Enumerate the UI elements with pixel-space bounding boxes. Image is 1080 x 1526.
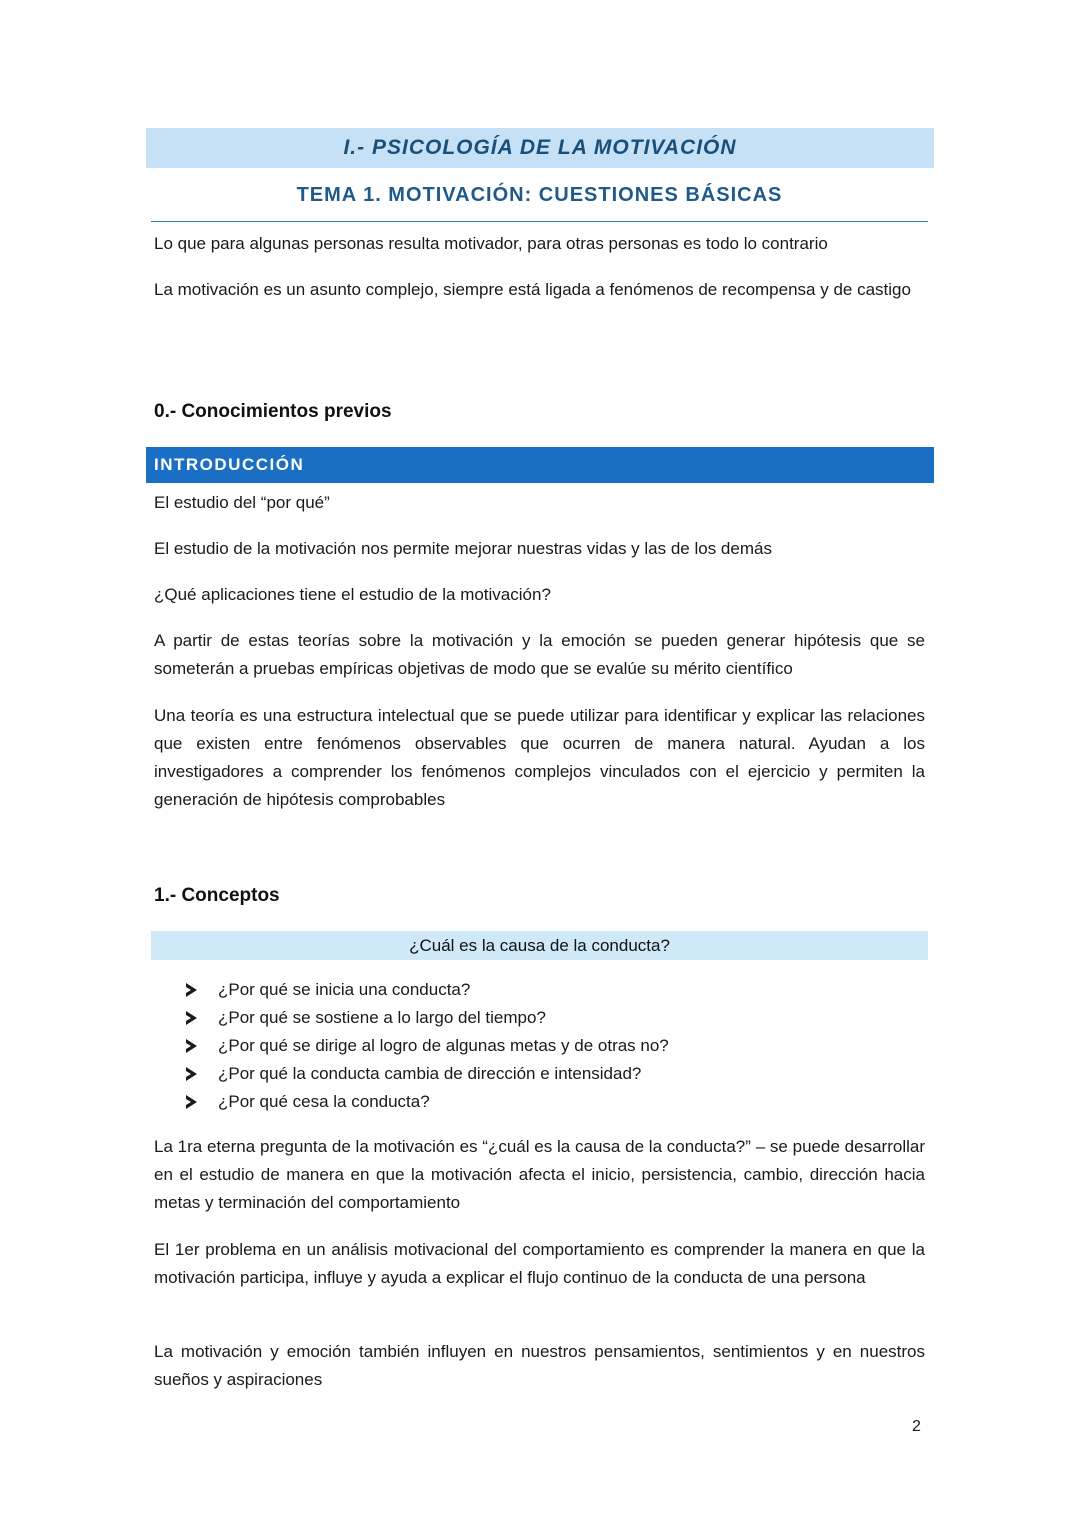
intro-paragraph: La motivación es un asunto complejo, siempre está ligada a fenómenos de recompensa y de castigo — [154, 280, 911, 299]
page-number: 2 — [912, 1418, 921, 1435]
arrow-bullet-icon — [186, 1039, 197, 1053]
section1-paragraph: La motivación y emoción también influyen en nuestros pensamientos, sentimientos y en nuestros sueños y aspiraciones — [154, 1342, 925, 1389]
section1-paragraph: El 1er problema en un análisis motivacional del comportamiento es comprender la manera en que la motivación participa, influye y ayuda a explicar el flujo continuo de la conducta de una persona — [154, 1240, 925, 1287]
arrow-bullet-icon — [186, 1011, 197, 1025]
question-banner-text: ¿Cuál es la causa de la conducta? — [409, 935, 670, 955]
arrow-bullet-icon — [186, 983, 197, 997]
part-title: I.- PSICOLOGÍA DE LA MOTIVACIÓN — [343, 136, 737, 159]
list-item: ¿Por qué se dirige al logro de algunas metas y de otras no? — [186, 1032, 669, 1060]
section1-paragraph: La 1ra eterna pregunta de la motivación es “¿cuál es la causa de la conducta?” – se puede desarrollar en el estudio de manera en que la motivación afecta el inicio, persistencia, cambio, dirección hacia metas y terminación del comportamiento — [154, 1137, 925, 1212]
arrow-bullet-icon — [186, 1067, 197, 1081]
tema-title-underline — [151, 221, 928, 222]
list-item: ¿Por qué la conducta cambia de dirección e intensidad? — [186, 1060, 669, 1088]
intro-paragraph: Lo que para algunas personas resulta motivador, para otras personas es todo lo contrario — [154, 234, 828, 253]
section-heading-conocimientos: 0.- Conocimientos previos — [154, 401, 392, 422]
list-item: ¿Por qué se inicia una conducta? — [186, 976, 669, 1004]
list-item: ¿Por qué cesa la conducta? — [186, 1088, 669, 1116]
section0-paragraph: El estudio de la motivación nos permite mejorar nuestras vidas y las de los demás — [154, 539, 772, 558]
list-item: ¿Por qué se sostiene a lo largo del tiempo? — [186, 1004, 669, 1032]
section0-paragraph: Una teoría es una estructura intelectual que se puede utilizar para identificar y explicar las relaciones que existen entre fenómenos observables que ocurren de manera natural. Ayudan a los investigadores a comprender los fenómenos complejos vinculados con el ejercicio y permiten la generación de hipótesis comprobables — [154, 706, 925, 809]
section0-paragraph: ¿Qué aplicaciones tiene el estudio de la motivación? — [154, 585, 551, 604]
section-heading-conceptos: 1.- Conceptos — [154, 885, 280, 906]
tema-title: TEMA 1. MOTIVACIÓN: CUESTIONES BÁSICAS — [296, 184, 783, 206]
arrow-bullet-icon — [186, 1095, 197, 1109]
introduccion-banner — [146, 447, 934, 483]
part-title-banner — [146, 128, 934, 168]
section0-paragraph: El estudio del “por qué” — [154, 493, 330, 512]
question-banner — [151, 931, 928, 960]
section0-paragraph: A partir de estas teorías sobre la motivación y la emoción se pueden generar hipótesis que se someterán a pruebas empíricas objetivas de modo que se evalúe su mérito científico — [154, 631, 925, 678]
question-list — [186, 976, 669, 1116]
introduccion-label: INTRODUCCIÓN — [154, 455, 305, 474]
